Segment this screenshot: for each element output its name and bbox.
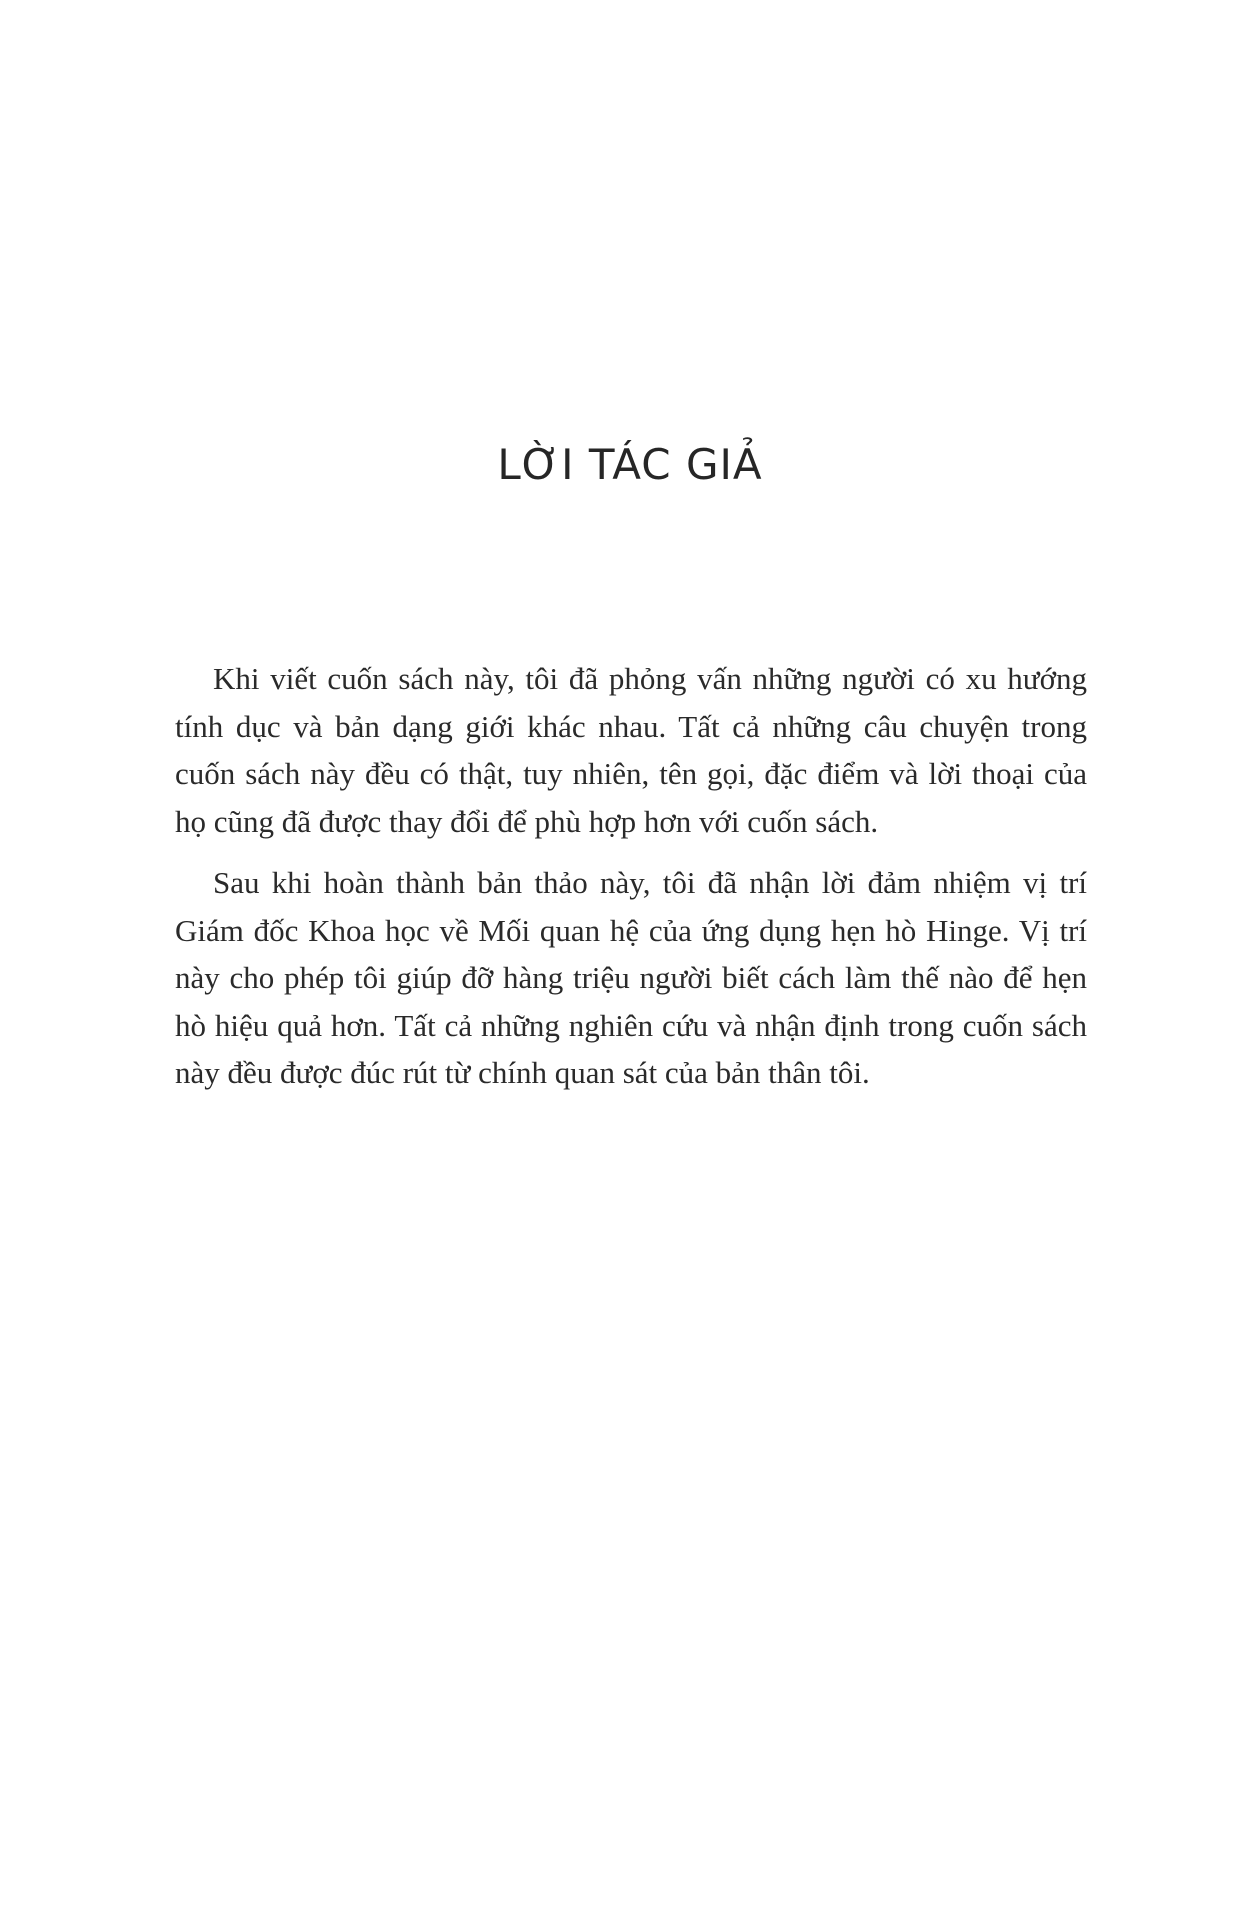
author-note-body: [175, 655, 1087, 1097]
paragraph-2: Sau khi hoàn thành bản thảo này, tôi đã nhận lời đảm nhiệm vị trí Giám đốc Khoa học về Mối quan hệ của ứng dụng hẹn hò Hinge. Vị trí này cho phép tôi giúp đỡ hàng triệu người biết cách làm thế nào để hẹn hò hiệu quả hơn. Tất cả những nghiên cứu và nhận định trong cuốn sách này đều được đúc rút từ chính quan sát của bản thân tôi.: [175, 865, 1087, 1090]
paragraph-1: Khi viết cuốn sách này, tôi đã phỏng vấn những người có xu hướng tính dục và bản dạng giới khác nhau. Tất cả những câu chuyện trong cuốn sách này đều có thật, tuy nhiên, tên gọi, đặc điểm và lời thoại của họ cũng đã được thay đổi để phù hợp hơn với cuốn sách.: [175, 661, 1087, 839]
page-title: LỜI TÁC GIẢ: [497, 440, 763, 489]
